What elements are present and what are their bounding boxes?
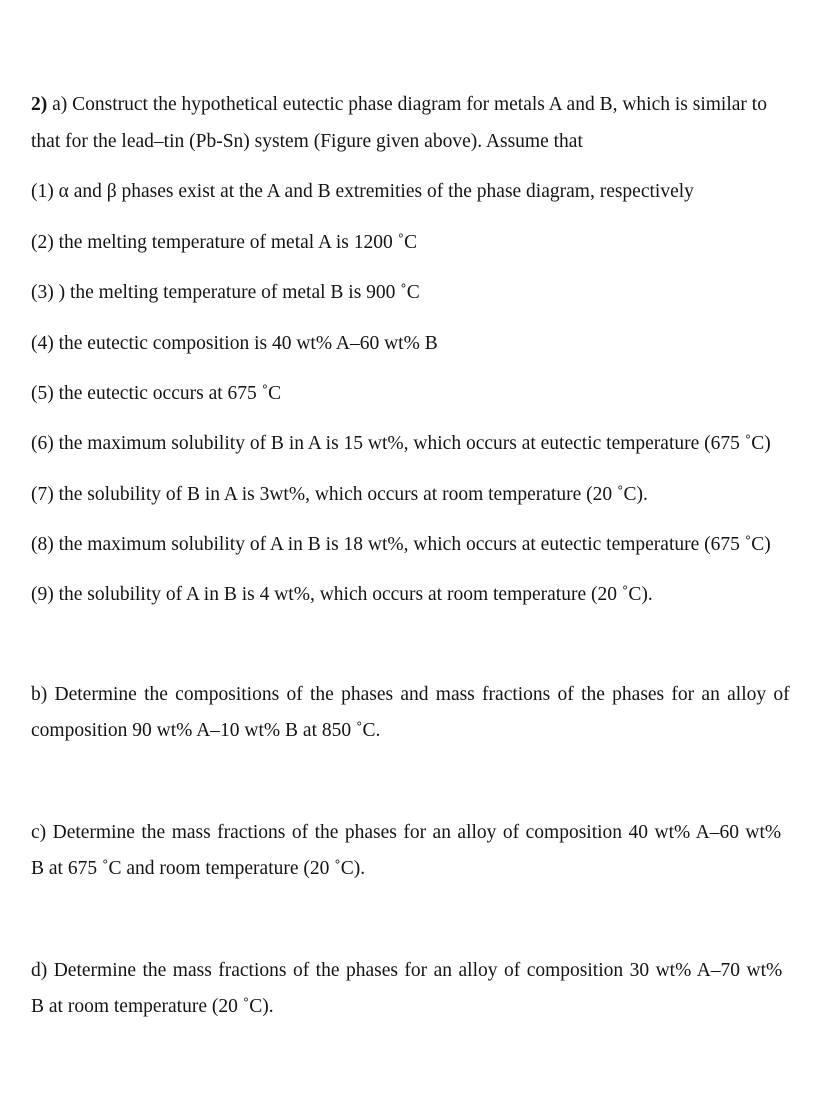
- condition-4: (4) the eutectic composition is 40 wt% A–60 wt% B: [31, 333, 438, 354]
- part-a-text-1: a) Construct the hypothetical eutectic phase diagram for metals A and B, which is similar to: [52, 94, 767, 115]
- part-b-line-1: b) Determine the compositions of the phases and mass fractions of the phases for an alloy of: [31, 684, 790, 705]
- condition-8: (8) the maximum solubility of A in B is 18 wt%, which occurs at eutectic temperature (675 ˚C): [31, 534, 771, 555]
- condition-5: (5) the eutectic occurs at 675 ˚C: [31, 383, 282, 404]
- part-b-line-2: composition 90 wt% A–10 wt% B at 850 ˚C.: [31, 720, 381, 741]
- part-a-line-1: [31, 93, 767, 117]
- part-a-line-2: that for the lead–tin (Pb-Sn) system (Figure given above). Assume that: [31, 131, 583, 152]
- condition-1: (1) α and β phases exist at the A and B extremities of the phase diagram, respectively: [31, 181, 694, 202]
- condition-7: (7) the solubility of B in A is 3wt%, which occurs at room temperature (20 ˚C).: [31, 484, 648, 505]
- condition-9: (9) the solubility of A in B is 4 wt%, which occurs at room temperature (20 ˚C).: [31, 584, 653, 605]
- part-d-line-1: d) Determine the mass fractions of the phases for an alloy of composition 30 wt% A–70 wt%: [31, 960, 783, 981]
- condition-3: (3) ) the melting temperature of metal B is 900 ˚C: [31, 282, 420, 303]
- question-number: 2): [31, 94, 48, 115]
- condition-6: (6) the maximum solubility of B in A is 15 wt%, which occurs at eutectic temperature (675 ˚C): [31, 433, 771, 454]
- condition-2: (2) the melting temperature of metal A is 1200 ˚C: [31, 232, 418, 253]
- part-c-line-2: B at 675 ˚C and room temperature (20 ˚C).: [31, 858, 366, 879]
- part-d-line-2: B at room temperature (20 ˚C).: [31, 996, 274, 1017]
- part-c-line-1: c) Determine the mass fractions of the phases for an alloy of composition 40 wt% A–60 wt%: [31, 822, 782, 843]
